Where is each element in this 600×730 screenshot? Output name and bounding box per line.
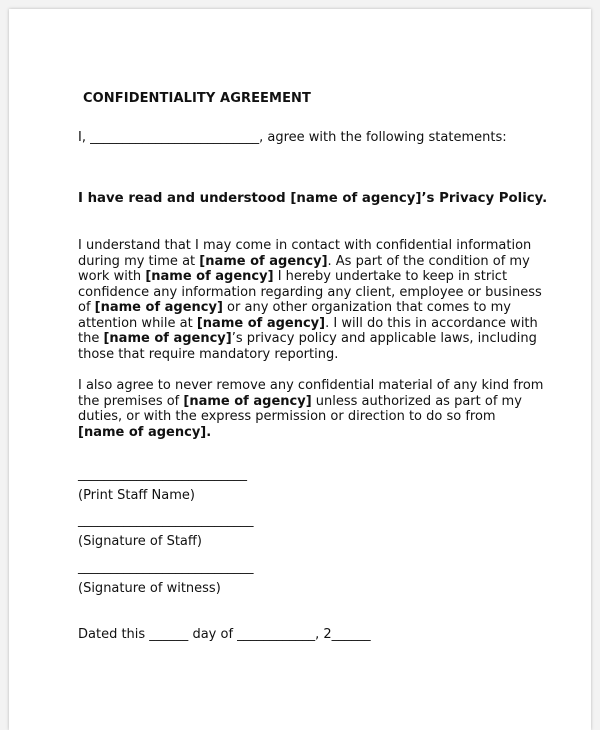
- paragraph-confidential-info: [78, 238, 548, 362]
- paragraph-no-removal: [78, 378, 548, 440]
- signature-of-staff-line: ___________________________: [78, 513, 254, 528]
- para2-line: duties, or with the express permission or direction to do so from: [78, 409, 496, 425]
- print-staff-name-label: (Print Staff Name): [78, 488, 195, 503]
- signature-of-witness-label: (Signature of witness): [78, 581, 221, 596]
- para1-line: those that require mandatory reporting.: [78, 346, 339, 362]
- print-staff-name-line: __________________________: [78, 467, 247, 482]
- privacy-policy-heading: I have read and understood [name of agency]’s Privacy Policy.: [78, 191, 548, 206]
- para1-line: work with [name of agency] I hereby undertake to keep in strict: [78, 269, 508, 285]
- para1-line: of [name of agency] or any other organization that comes to my: [78, 300, 511, 316]
- para1-line: during my time at [name of agency]. As part of the condition of my: [78, 253, 530, 269]
- para2-line: I also agree to never remove any confidential material of any kind from: [78, 378, 544, 393]
- signature-of-witness-line: ___________________________: [78, 560, 254, 575]
- para1-line: confidence any information regarding any client, employee or business: [78, 284, 542, 300]
- document-title: CONFIDENTIALITY AGREEMENT: [83, 91, 312, 106]
- para2-line: [name of agency].: [78, 424, 212, 440]
- para2-line: the premises of [name of agency] unless authorized as part of my: [78, 393, 522, 409]
- signature-of-staff-label: (Signature of Staff): [78, 534, 202, 549]
- para1-line: attention while at [name of agency]. I will do this in accordance with: [78, 315, 538, 331]
- para1-line: the [name of agency]’s privacy policy and applicable laws, including: [78, 331, 537, 347]
- para1-line: I understand that I may come in contact with confidential information: [78, 238, 532, 253]
- document-page: [9, 9, 591, 730]
- intro-line: I, __________________________, agree with the following statements:: [78, 130, 507, 145]
- dated-line: Dated this ______ day of ____________, 2______: [78, 627, 371, 642]
